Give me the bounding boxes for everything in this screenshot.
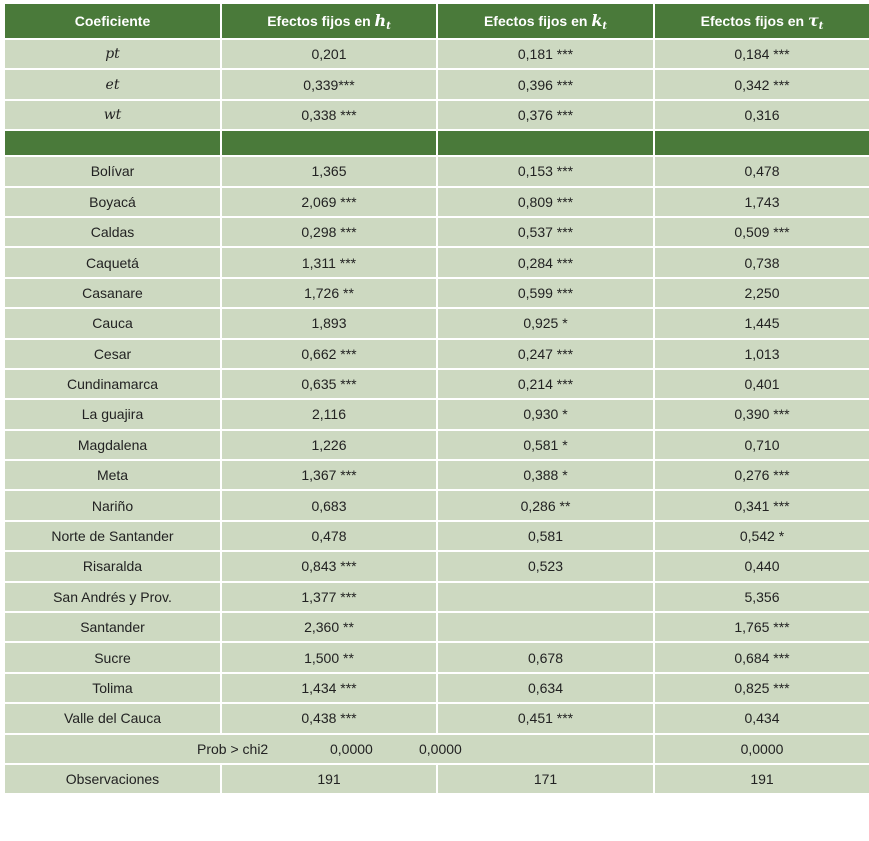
table-row [4, 582, 869, 612]
cell-k: 0,284 *** [437, 247, 654, 277]
cell-tau: 1,743 [654, 187, 869, 217]
cell-h: 0,683 [221, 490, 437, 520]
cell-tau: 0,342 *** [654, 69, 869, 99]
cell-tau: 5,356 [654, 582, 869, 612]
row-label: Caquetá [4, 247, 221, 277]
table-row [4, 430, 869, 460]
cell-h: 0,339*** [221, 69, 437, 99]
row-label: Bolívar [4, 156, 221, 186]
row-label: Sucre [4, 642, 221, 672]
cell-h: 2,116 [221, 399, 437, 429]
cell-h: 0,635 *** [221, 369, 437, 399]
cell-k: 0,286 ** [437, 490, 654, 520]
cell-k: 0,809 *** [437, 187, 654, 217]
table-row [4, 673, 869, 703]
cell-k: 0,634 [437, 673, 654, 703]
cell-h: 0,201 [221, 39, 437, 69]
table-row [4, 217, 869, 247]
table-row [4, 521, 869, 551]
cell-k: 0,581 * [437, 430, 654, 460]
separator-cell [4, 130, 221, 156]
cell-h: 0,478 [221, 521, 437, 551]
cell-k: 0,930 * [437, 399, 654, 429]
cell-h: 2,360 ** [221, 612, 437, 642]
table-row [4, 278, 869, 308]
row-label: La guajira [4, 399, 221, 429]
cell-tau: 0,401 [654, 369, 869, 399]
cell-k [437, 582, 654, 612]
table-row [4, 369, 869, 399]
cell-k: 0,599 *** [437, 278, 654, 308]
obs-h: 191 [221, 764, 437, 794]
cell-k: 0,388 * [437, 460, 654, 490]
obs-label: Observaciones [4, 764, 221, 794]
row-label: Tolima [4, 673, 221, 703]
cell-tau: 0,316 [654, 100, 869, 130]
cell-tau: 0,440 [654, 551, 869, 581]
separator-cell [437, 130, 654, 156]
cell-h: 0,843 *** [221, 551, 437, 581]
table-row [4, 399, 869, 429]
prob-label: Prob > chi2 [197, 740, 269, 757]
cell-h: 1,226 [221, 430, 437, 460]
cell-tau: 0,710 [654, 430, 869, 460]
row-label: pt [4, 39, 221, 69]
cell-k: 0,451 *** [437, 703, 654, 733]
header-row [4, 3, 869, 39]
row-label: Magdalena [4, 430, 221, 460]
obs-row [4, 764, 869, 794]
cell-k: 0,396 *** [437, 69, 654, 99]
cell-h: 1,311 *** [221, 247, 437, 277]
table-row [4, 247, 869, 277]
cell-tau: 1,765 *** [654, 612, 869, 642]
cell-k: 0,376 *** [437, 100, 654, 130]
cell-tau: 0,825 *** [654, 673, 869, 703]
results-table [3, 2, 869, 795]
cell-tau: 0,390 *** [654, 399, 869, 429]
cell-h: 1,377 *** [221, 582, 437, 612]
cell-k: 0,181 *** [437, 39, 654, 69]
cell-h: 0,298 *** [221, 217, 437, 247]
cell-h: 1,367 *** [221, 460, 437, 490]
cell-h: 1,726 ** [221, 278, 437, 308]
cell-h: 0,338 *** [221, 100, 437, 130]
row-label: Norte de Santander [4, 521, 221, 551]
row-label: et [4, 69, 221, 99]
table-row [4, 156, 869, 186]
cell-k: 0,678 [437, 642, 654, 672]
cell-k: 0,537 *** [437, 217, 654, 247]
header-coef: Coeficiente [4, 3, 221, 39]
cell-h: 1,500 ** [221, 642, 437, 672]
row-label: Cundinamarca [4, 369, 221, 399]
row-label: Risaralda [4, 551, 221, 581]
obs-k: 171 [437, 764, 654, 794]
cell-k: 0,925 * [437, 308, 654, 338]
cell-h: 1,365 [221, 156, 437, 186]
prob-tau: 0,0000 [654, 734, 869, 764]
cell-h: 2,069 *** [221, 187, 437, 217]
cell-h: 1,434 *** [221, 673, 437, 703]
obs-tau: 191 [654, 764, 869, 794]
cell-tau: 0,276 *** [654, 460, 869, 490]
table-row [4, 187, 869, 217]
cell-tau: 0,184 *** [654, 39, 869, 69]
table-row [4, 703, 869, 733]
header-tau: Efectos fijos en $\tau_t$ [654, 3, 869, 39]
row-label: Cauca [4, 308, 221, 338]
table-row [4, 612, 869, 642]
prob-h: 0,0000 [330, 740, 373, 757]
row-label: Meta [4, 460, 221, 490]
prob-k: 0,0000 [419, 740, 462, 757]
cell-k: 0,247 *** [437, 339, 654, 369]
table-row [4, 100, 869, 130]
table-row [4, 551, 869, 581]
cell-k [437, 612, 654, 642]
cell-tau: 0,434 [654, 703, 869, 733]
row-label: Valle del Cauca [4, 703, 221, 733]
prob-cell [4, 734, 654, 764]
table-row [4, 642, 869, 672]
row-label: Caldas [4, 217, 221, 247]
separator-row [4, 130, 869, 156]
table-row [4, 460, 869, 490]
cell-tau: 0,738 [654, 247, 869, 277]
cell-k: 0,523 [437, 551, 654, 581]
table-row [4, 490, 869, 520]
row-label: Cesar [4, 339, 221, 369]
prob-row [4, 734, 869, 764]
header-h: Efectos fijos en $h_t$ [221, 3, 437, 39]
cell-k: 0,153 *** [437, 156, 654, 186]
cell-tau: 1,013 [654, 339, 869, 369]
row-label: San Andrés y Prov. [4, 582, 221, 612]
separator-cell [221, 130, 437, 156]
cell-tau: 0,478 [654, 156, 869, 186]
header-k: Efectos fijos en $k_t$ [437, 3, 654, 39]
cell-tau: 1,445 [654, 308, 869, 338]
row-label: wt [4, 100, 221, 130]
row-label: Nariño [4, 490, 221, 520]
cell-tau: 0,542 * [654, 521, 869, 551]
cell-tau: 0,509 *** [654, 217, 869, 247]
table-row [4, 69, 869, 99]
cell-h: 0,438 *** [221, 703, 437, 733]
table-row [4, 308, 869, 338]
row-label: Boyacá [4, 187, 221, 217]
cell-k: 0,581 [437, 521, 654, 551]
cell-k: 0,214 *** [437, 369, 654, 399]
cell-h: 0,662 *** [221, 339, 437, 369]
row-label: Santander [4, 612, 221, 642]
row-label: Casanare [4, 278, 221, 308]
cell-h: 1,893 [221, 308, 437, 338]
cell-tau: 2,250 [654, 278, 869, 308]
table-row [4, 339, 869, 369]
cell-tau: 0,684 *** [654, 642, 869, 672]
table-row [4, 39, 869, 69]
cell-tau: 0,341 *** [654, 490, 869, 520]
separator-cell [654, 130, 869, 156]
